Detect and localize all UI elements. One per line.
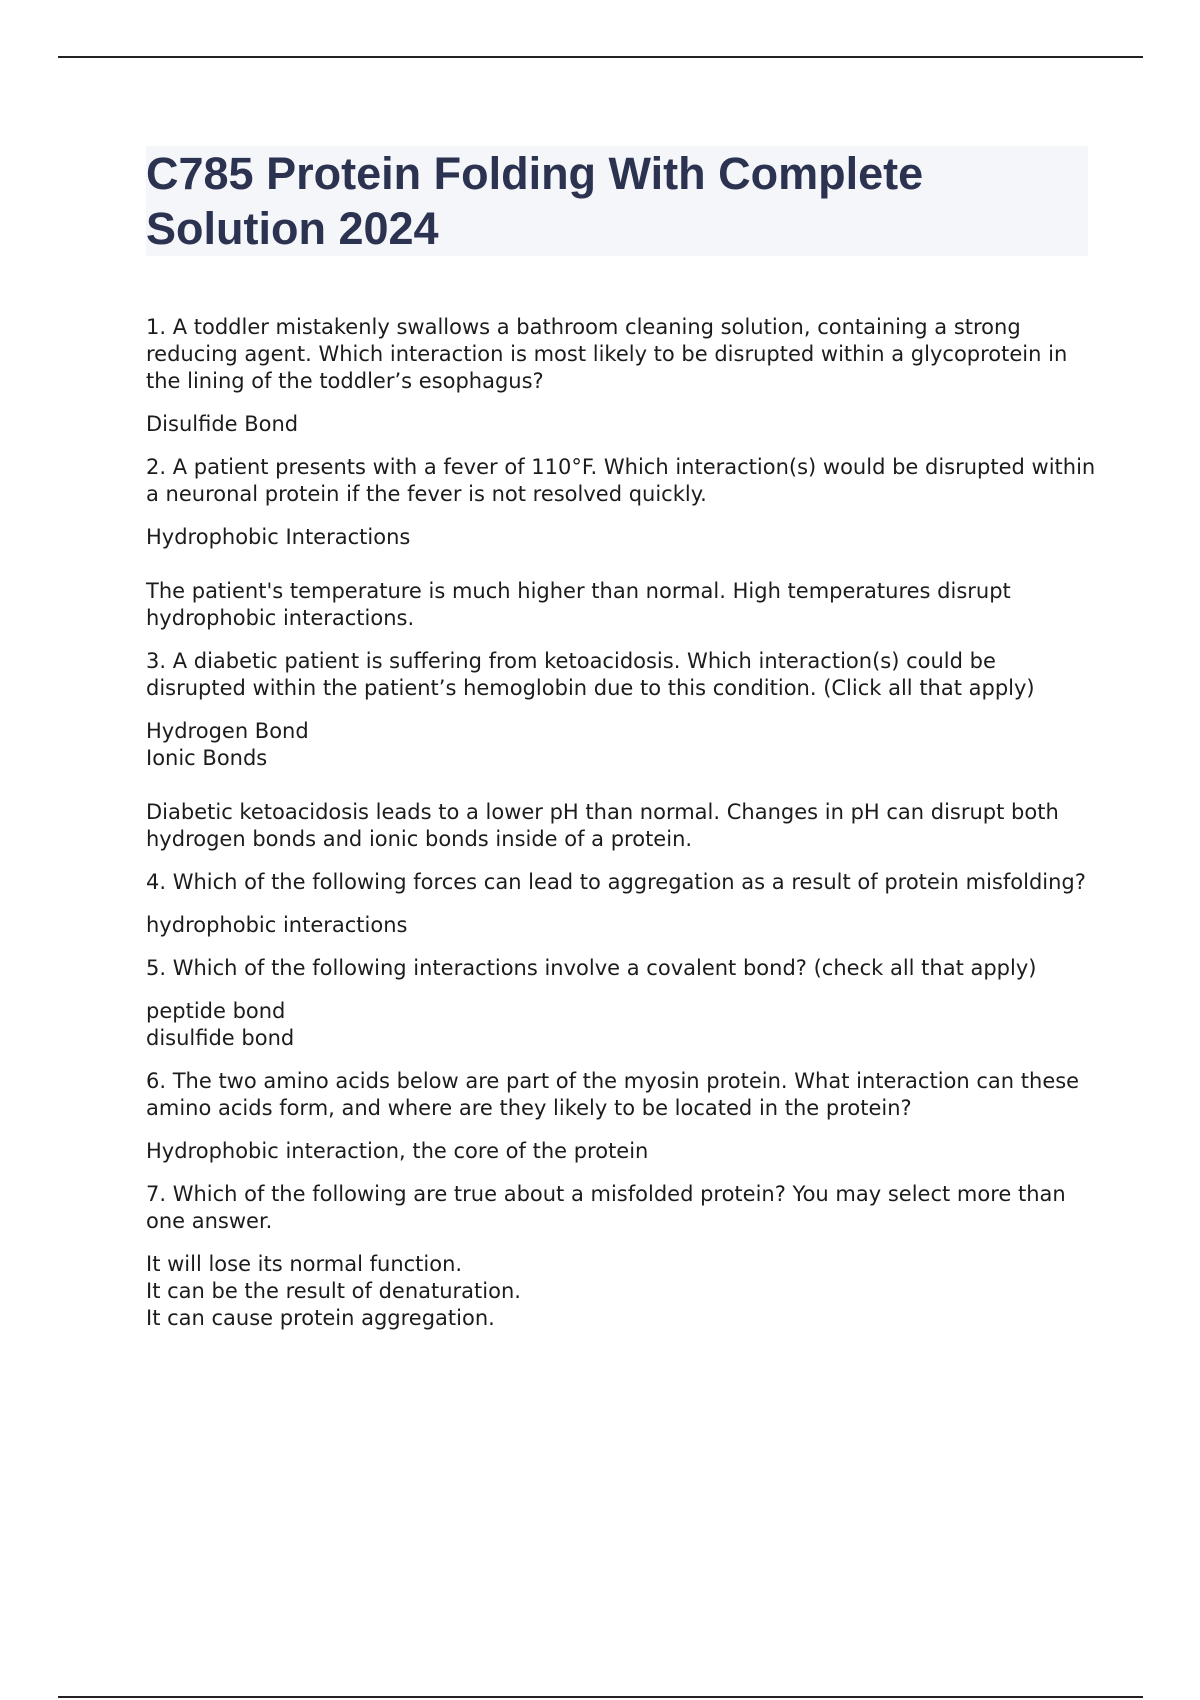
- answer-line: peptide bond: [146, 999, 286, 1023]
- answer-line: Hydrophobic Interactions: [146, 525, 411, 549]
- answer-line: Hydrogen Bond: [146, 719, 309, 743]
- qa-item: [146, 454, 1096, 632]
- answer-line: It can be the result of denaturation.: [146, 1279, 521, 1303]
- question-text: 3. A diabetic patient is suffering from ketoacidosis. Which interaction(s) could be disrupted within the patient’s hemoglobin due to this condition. (Click all that apply): [146, 649, 1035, 700]
- answer-line: Hydrophobic interaction, the core of the protein: [146, 1139, 649, 1163]
- qa-item: [146, 314, 1096, 438]
- answer-block: [146, 912, 1096, 939]
- explanation-text: The patient's temperature is much higher than normal. High temperatures disrupt hydrophobic interactions.: [146, 579, 1011, 630]
- answer-block: [146, 1251, 1096, 1332]
- top-rule: [58, 56, 1143, 58]
- answer-line: Disulfide Bond: [146, 412, 299, 436]
- answer-block: [146, 1138, 1096, 1165]
- qa-item: [146, 648, 1096, 853]
- explanation-text: Diabetic ketoacidosis leads to a lower pH than normal. Changes in pH can disrupt both hydrogen bonds and ionic bonds inside of a protein.: [146, 800, 1059, 851]
- question-text: 5. Which of the following interactions involve a covalent bond? (check all that apply): [146, 956, 1037, 980]
- answer-line: disulfide bond: [146, 1026, 295, 1050]
- answer-line: hydrophobic interactions: [146, 913, 408, 937]
- qa-item: [146, 1181, 1096, 1332]
- qa-item: [146, 1068, 1096, 1165]
- question-text: 7. Which of the following are true about a misfolded protein? You may select more than one answer.: [146, 1182, 1066, 1233]
- question-text: 6. The two amino acids below are part of the myosin protein. What interaction can these amino acids form, and where are they likely to be located in the protein?: [146, 1069, 1080, 1120]
- question-text: 4. Which of the following forces can lead to aggregation as a result of protein misfolding?: [146, 870, 1086, 894]
- bottom-rule: [58, 1696, 1143, 1698]
- answer-line: It will lose its normal function.: [146, 1252, 463, 1276]
- answer-line: Ionic Bonds: [146, 746, 268, 770]
- question-text: 2. A patient presents with a fever of 110°F. Which interaction(s) would be disrupted within a neuronal protein if the fever is not resolved quickly.: [146, 455, 1096, 506]
- title-box: [146, 146, 1088, 256]
- answer-block: [146, 524, 1096, 551]
- qa-item: [146, 869, 1096, 939]
- answer-block: [146, 998, 1096, 1052]
- qa-item: [146, 955, 1096, 1052]
- answer-line: It can cause protein aggregation.: [146, 1306, 495, 1330]
- qa-list: [146, 314, 1096, 1348]
- answer-block: [146, 411, 1096, 438]
- question-text: 1. A toddler mistakenly swallows a bathroom cleaning solution, containing a strong reducing agent. Which interaction is most likely to be disrupted within a glycoprotein in the lining of the toddler’s esophagus?: [146, 315, 1068, 393]
- document-title: C785 Protein Folding With Complete Solution 2024: [146, 148, 924, 254]
- answer-block: [146, 718, 1096, 772]
